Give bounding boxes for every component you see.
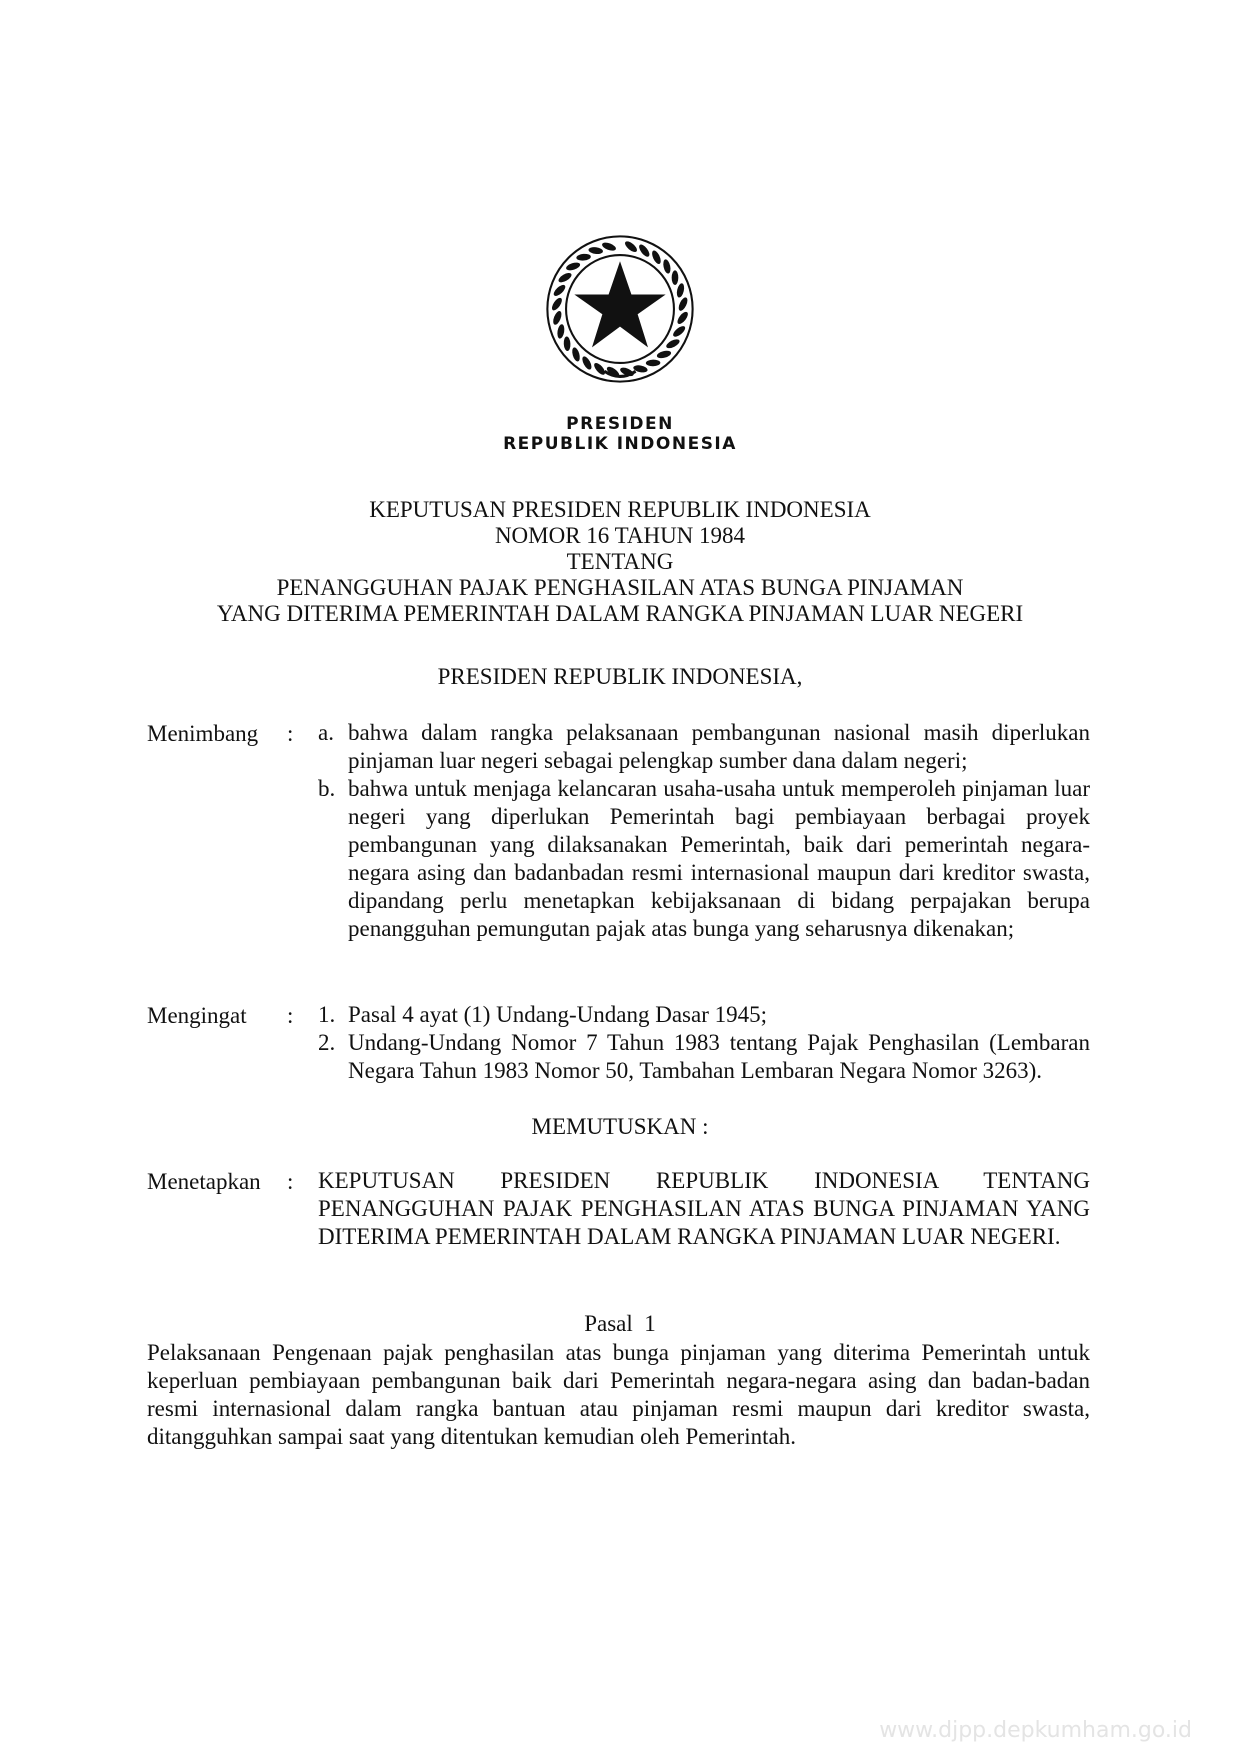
item-marker: b.: [318, 776, 336, 801]
item-marker: 2.: [318, 1030, 336, 1055]
menetapkan-label: Menetapkan: [147, 1169, 261, 1194]
memutuskan-heading: MEMUTUSKAN :: [531, 1114, 709, 1139]
mengingat-item-1: [318, 1001, 1090, 1029]
title-line-2: NOMOR 16 TAHUN 1984: [494, 523, 746, 548]
emblem-title: PRESIDEN: [566, 414, 674, 434]
mengingat-colon: :: [287, 1003, 294, 1028]
document-title: [0, 497, 1240, 627]
title-line-5: YANG DITERIMA PEMERINTAH DALAM RANGKA PINJAMAN LUAR NEGERI: [216, 601, 1024, 626]
mengingat-item-2: [318, 1029, 1090, 1085]
item-text: Undang-Undang Nomor 7 Tahun 1983 tentang Pajak Penghasilan (Lembaran Negara Tahun 1983 Nomor 50, Tambahan Lembaran Negara Nomor 3263).: [348, 1030, 1090, 1083]
item-marker: 1.: [318, 1002, 336, 1027]
star-wreath-seal-icon: [537, 226, 703, 392]
menetapkan-colon: :: [287, 1169, 294, 1194]
presiden-heading: PRESIDEN REPUBLIK INDONESIA,: [437, 664, 803, 689]
title-line-1: KEPUTUSAN PRESIDEN REPUBLIK INDONESIA: [369, 497, 871, 522]
title-line-3: TENTANG: [566, 549, 674, 574]
menetapkan-text: KEPUTUSAN PRESIDEN REPUBLIK INDONESIA TENTANG PENANGGUHAN PAJAK PENGHASILAN ATAS BUNGA PINJAMAN YANG DITERIMA PEMERINTAH DALAM RANGKA PINJAMAN LUAR NEGERI.: [318, 1168, 1090, 1249]
menimbang-item-b: [318, 775, 1090, 943]
menimbang-item-a: [318, 719, 1090, 775]
watermark: www.djpp.depkumham.go.id: [879, 1718, 1192, 1743]
pasal-1-body: Pelaksanaan Pengenaan pajak penghasilan atas bunga pinjaman yang diterima Pemerintah untuk keperluan pembiayaan pembangunan baik dari Pemerintah negara-negara asing dan badan-badan resmi internasional dalam rangka bantuan atau pinjaman resmi maupun dari kreditor swasta, ditangguhkan sampai saat yang ditentukan kemudian oleh Pemerintah.: [147, 1340, 1090, 1449]
menimbang-colon: :: [287, 721, 294, 746]
item-marker: a.: [318, 720, 334, 745]
item-text: Pasal 4 ayat (1) Undang-Undang Dasar 1945;: [348, 1002, 767, 1027]
emblem-subtitle: REPUBLIK INDONESIA: [503, 434, 737, 454]
title-line-4: PENANGGUHAN PAJAK PENGHASILAN ATAS BUNGA PINJAMAN: [276, 575, 964, 600]
mengingat-label: Mengingat: [147, 1003, 247, 1028]
menimbang-label: Menimbang: [147, 721, 259, 746]
item-text: bahwa untuk menjaga kelancaran usaha-usaha untuk memperoleh pinjaman luar negeri yang diperlukan Pemerintah bagi pembiayaan berbagai proyek pembangunan yang dilaksanakan Pemerintah, baik dari pemerintah negara-negara asing dan badanbadan resmi internasional maupun dari kreditor swasta, dipandang perlu menetapkan kebijaksanaan di bidang perpajakan berupa penangguhan pemungutan pajak atas bunga yang seharusnya dikenakan;: [348, 776, 1090, 941]
item-text: bahwa dalam rangka pelaksanaan pembangunan nasional masih diperlukan pinjaman luar negeri sebagai pelengkap sumber dana dalam negeri;: [348, 720, 1090, 773]
pasal-1-heading: Pasal 1: [584, 1311, 656, 1336]
